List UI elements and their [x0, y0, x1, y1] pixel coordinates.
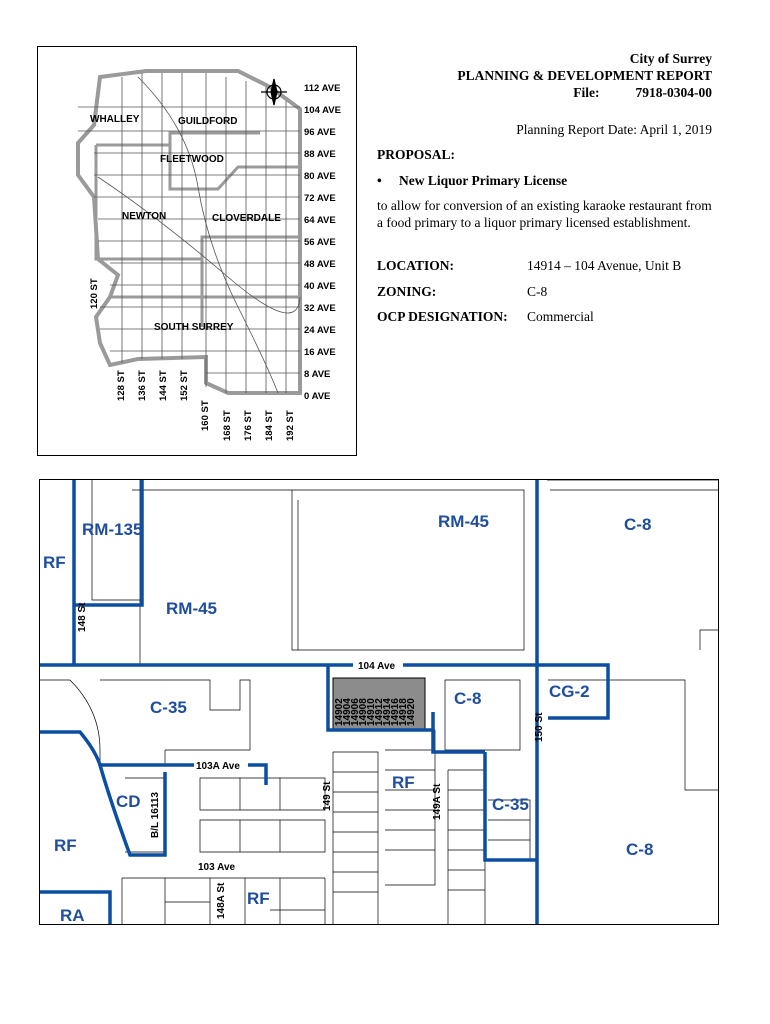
svg-text:56 AVE: 56 AVE — [304, 237, 336, 248]
svg-text:14902: 14902 — [334, 698, 345, 726]
proposal-title: New Liquor Primary License — [399, 173, 568, 188]
area-label: GUILDFORD — [178, 116, 238, 127]
street-label: 148 St — [77, 602, 88, 632]
ocp-key: OCP DESIGNATION: — [377, 309, 508, 324]
svg-text:80 AVE: 80 AVE — [304, 171, 336, 182]
street-label: 149A St — [432, 783, 443, 820]
svg-text:14908: 14908 — [358, 698, 369, 726]
svg-text:136 ST: 136 ST — [137, 370, 148, 401]
zone-label: RF — [247, 889, 270, 908]
svg-text:192 ST: 192 ST — [285, 410, 296, 441]
zone-label: RF — [392, 773, 415, 792]
location-value: 14914 – 104 Avenue, Unit B — [527, 258, 682, 273]
svg-text:8 AVE: 8 AVE — [304, 369, 331, 380]
street-label: 149 St — [322, 781, 333, 811]
file-number: 7918-0304-00 — [635, 85, 712, 100]
zoning-map — [39, 479, 719, 925]
svg-text:72 AVE: 72 AVE — [304, 193, 336, 204]
svg-text:120 ST: 120 ST — [89, 278, 100, 309]
street-label: 150 St — [534, 712, 545, 742]
svg-text:14914: 14914 — [382, 698, 393, 726]
svg-text:48 AVE: 48 AVE — [304, 259, 336, 270]
zoning-map-drawing — [40, 480, 719, 925]
ocp-value: Commercial — [527, 309, 594, 324]
zone-label: RM-45 — [166, 599, 218, 618]
zone-boundaries — [40, 480, 608, 925]
svg-text:14910: 14910 — [366, 698, 377, 726]
report-header — [457, 50, 712, 101]
zoning-key: ZONING: — [377, 284, 437, 299]
svg-text:14906: 14906 — [350, 698, 361, 726]
zone-label: RM-45 — [438, 512, 490, 531]
svg-text:112 AVE: 112 AVE — [304, 83, 341, 94]
svg-text:32 AVE: 32 AVE — [304, 303, 336, 314]
key-map-drawing — [38, 47, 357, 456]
svg-text:104 AVE: 104 AVE — [304, 105, 341, 116]
file-row — [457, 84, 712, 101]
zone-label: RF — [43, 553, 66, 572]
svg-text:16 AVE: 16 AVE — [304, 347, 336, 358]
area-label: WHALLEY — [90, 114, 140, 125]
svg-text:168 ST: 168 ST — [222, 410, 233, 441]
svg-text:40 AVE: 40 AVE — [304, 281, 336, 292]
zone-label: RF — [54, 836, 77, 855]
area-label: NEWTON — [122, 211, 167, 222]
zoning-value: C-8 — [527, 284, 548, 299]
zone-label: C-8 — [624, 515, 652, 534]
key-map — [37, 46, 357, 456]
svg-text:184 ST: 184 ST — [264, 410, 275, 441]
svg-text:96 AVE: 96 AVE — [304, 127, 336, 138]
svg-text:0 AVE: 0 AVE — [304, 391, 331, 402]
svg-text:152 ST: 152 ST — [179, 370, 190, 401]
zone-label: RA — [60, 906, 85, 925]
proposal-label: PROPOSAL: — [377, 147, 456, 162]
location-key: LOCATION: — [377, 258, 455, 273]
proposal-description: to allow for conversion of an existing karaoke restaurant from a food primary to a liquor primary licensed establishment. — [377, 198, 712, 230]
svg-text:160 ST: 160 ST — [200, 400, 211, 431]
area-label: FLEETWOOD — [160, 154, 224, 165]
svg-text:14916: 14916 — [390, 698, 401, 726]
file-label: File: — [573, 85, 600, 100]
street-label: 103A Ave — [196, 761, 240, 772]
zone-label: CG-2 — [549, 682, 590, 701]
zone-label: RM-135 — [82, 520, 143, 539]
report-title: PLANNING & DEVELOPMENT REPORT — [457, 68, 712, 83]
zone-label: CD — [116, 792, 141, 811]
svg-text:14918: 14918 — [398, 698, 409, 726]
report-date: Planning Report Date: April 1, 2019 — [516, 122, 712, 137]
proposal-bullet: • New Liquor Primary License — [377, 173, 568, 188]
svg-text:88 AVE: 88 AVE — [304, 149, 336, 160]
zone-label: C-8 — [626, 840, 654, 859]
street-label: 104 Ave — [358, 661, 396, 672]
zone-label: C-35 — [492, 795, 529, 814]
svg-text:14912: 14912 — [374, 698, 385, 726]
svg-text:14920: 14920 — [406, 698, 417, 726]
svg-text:128 ST: 128 ST — [116, 370, 127, 401]
svg-text:64 AVE: 64 AVE — [304, 215, 336, 226]
bylaw-label: B/L 16113 — [150, 792, 161, 838]
ocp-row — [377, 309, 594, 325]
svg-text:176 ST: 176 ST — [243, 410, 254, 441]
zone-label: C-35 — [150, 698, 187, 717]
svg-text:14904: 14904 — [342, 698, 353, 726]
street-label: 103 Ave — [198, 862, 236, 873]
svg-text:144 ST: 144 ST — [158, 370, 169, 401]
city-name: City of Surrey — [629, 51, 712, 66]
location-row — [377, 258, 681, 274]
street-label: 148A St — [216, 882, 227, 919]
area-label: SOUTH SURREY — [154, 322, 234, 333]
zone-label: C-8 — [454, 689, 482, 708]
svg-text:24 AVE: 24 AVE — [304, 325, 336, 336]
area-label: CLOVERDALE — [212, 213, 281, 224]
zoning-row — [377, 284, 547, 300]
